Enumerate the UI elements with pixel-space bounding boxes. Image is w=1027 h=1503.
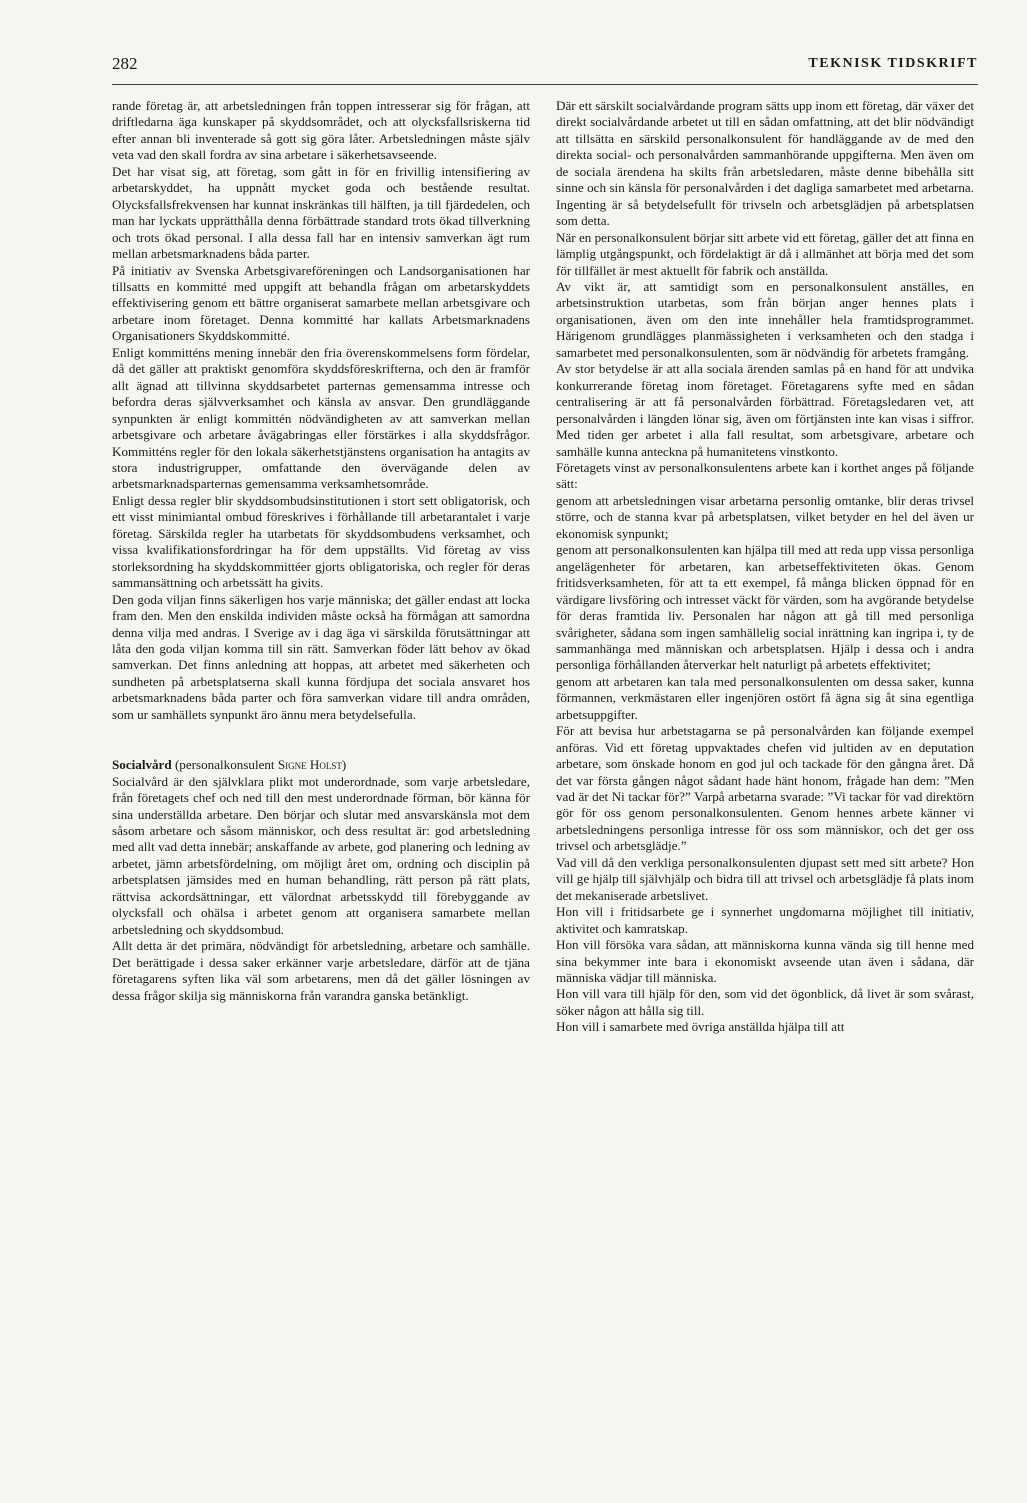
journal-title: TEKNISK TIDSKRIFT <box>808 56 978 71</box>
page-header <box>112 54 978 84</box>
paragraph: Socialvård är den självklara plikt mot underordnade, som varje arbetsledare, från företagets chef och ned till den mest underordnade förman, bör känna för sina underställda arbetare. Den börjar och slutar med ansvarskänsla mot dem såsom arbetare och såsom människor, och dess resultat är: god arbetsledning med allt vad detta innebär; anskaffande av arbete, god planering och ledning av arbetet, jämn arbetsfördelning, om möjligt året om, ordning och disciplin på arbetsplatsen jämsides med en human behandling, rätt person på rätt plats, rättvisa ackordsättningar, ett välordnat arbetsskydd till förebyggande av olycksfall och ohälsa i arbetet genom att organisera samarbete mellan arbetsledning och skyddsombud. <box>112 773 530 937</box>
paragraph: Hon vill vara till hjälp för den, som vid det ögonblick, då livet är som svårast, söker någon att hålla sig till. <box>556 986 974 1018</box>
section-heading-line <box>112 757 530 773</box>
section-note-suffix: ) <box>341 757 347 773</box>
paragraph: genom att arbetaren kan tala med personalkonsulenten om dessa saker, kunna förmannen, verkmästaren eller ingenjören ostört få ägna sig åt sina egentliga arbetsuppgifter. <box>556 673 974 722</box>
paragraph: Företagets vinst av personalkonsulentens arbete kan i korthet anges på följande sätt: <box>556 459 974 492</box>
paragraph: genom att arbetsledningen visar arbetarna personlig omtanke, blir deras trivsel större, och de stanna kvar på arbetsplatsen, vilket betyder en hel del även ur ekonomisk synpunkt; <box>556 492 974 541</box>
paragraph: Där ett särskilt socialvårdande program sätts upp inom ett företag, där växer det direkt socialvårdande arbetet ut till en sådan omfattning, att det blir nödvändigt att tillsätta en särskild personalkonsulent för handläggande av de med den direkta social- och personalvården sammanhörande uppgifterna. Men även om de sociala ärendena ha skilts från arbetsledaren, måste denne bibehålla sitt sinne och sin känsla för personalvården i det dagliga samarbetet med arbetarna. Ingenting är så betydelsefullt för trivseln och arbetsglädjen på arbetsplatsen som detta. <box>556 98 974 229</box>
paragraph: Enligt kommitténs mening innebär den fria överenskommelsens form fördelar, då det gäller att praktiskt genomföra skyddsföreskrifterna, och den är framför allt ägnad att tillvinna skyddsarbetet parternas gemensamma intresse och befordra deras självverksamhet och känsla av ansvar. Den grundläggande synpunkten är enligt kommittén nödvändigheten av att samverkan mellan arbetsgivare och arbetare åvägabringas eller förstärkes i alla skyddsfrågor. Kommitténs regler för den lokala säkerhetstjänstens organisation ha antagits av stora industrigrupper, omfattande den övervägande delen av arbetsmarknadsparternas gemensamma verksamhetsområde. <box>112 344 530 492</box>
section-author: Signe Holst <box>277 757 342 773</box>
paragraph: rande företag är, att arbetsledningen från toppen intresserar sig för frågan, att driftledarna äga kunskaper på skyddsområdet, och att olycksfallsriskerna tid efter annan bli inventerade så gott sig göra låter. Arbetsledningen måste själv veta vad den skall fordra av sina arbetare i säkerhetsavseende. <box>112 98 530 163</box>
paragraph: Vad vill då den verkliga personalkonsulenten djupast sett med sitt arbete? Hon vill ge hjälp till självhjälp och bidra till att trivsel och arbetsglädje få plats inom det mekaniserade arbetslivet. <box>556 854 974 903</box>
paragraph: Allt detta är det primära, nödvändigt för arbetsledning, arbetare och samhälle. Det berättigade i dessa saker erkänner varje arbetsledare, därför att de tjäna företagarens syften lika väl som arbetarens, men då det gäller lösningen av dessa frågor skilja sig människorna från varandra ganska betänkligt. <box>112 938 530 1003</box>
paragraph: Av vikt är, att samtidigt som en personalkonsulent anställes, en arbetsinstruktion utarbetas, som från början anger hennes plats i organisationen, även om den inte innehåller hela framtidsprogrammet. Härigenom grundlägges planmässigheten i verksamheten och den stadga i samarbetet med personalkonsulenten, som är nödvändig för arbetets framgång. <box>556 278 974 360</box>
paragraph: Hon vill i fritidsarbete ge i synnerhet ungdomarna möjlighet till initiativ, aktivitet och kamratskap. <box>556 904 974 936</box>
paragraph: Av stor betydelse är att alla sociala ärenden samlas på en hand för att undvika konkurrerande företag inom företaget. Företagarens syfte med en sådan centralisering är att få personalvården förbättrad. Företagsledaren vet, att personalvården i längden lönar sig, även om förtjänsten inte kan visas i siffror. Med tiden ger arbetet i alla fall resultat, som arbetsgivare, arbetare och samhälle kunna anteckna på humanitetens vinstkonto. <box>556 361 974 459</box>
paragraph: För att bevisa hur arbetstagarna se på personalvården kan följande exempel anföras. Vid ett företag uppvaktades chefen vid jultiden av en deputation arbetare, som önskade honom en god jul och tackade för den gångna året. Då det var första gången något sådant hade hänt honom, frågade han dem: ”Men vad är det Ni tackar för?” Varpå arbetarna svarade: ”Vi tackar för vad direktörn gör för oss genom personalkonsulenten. Genom hennes arbete känner vi arbetsledningens personliga intresse för oss som människor, och det ger oss trivsel och arbetsglädje.” <box>556 723 974 854</box>
section-heading: Socialvård <box>112 757 172 773</box>
right-column <box>556 98 974 1036</box>
page-number: 282 <box>112 54 138 73</box>
section-note-prefix: (personalkonsulent <box>174 757 278 773</box>
paragraph: Hon vill i samarbete med övriga anställda hjälpa till att <box>556 1019 845 1035</box>
paragraph: På initiativ av Svenska Arbetsgivareföreningen och Landsorganisationen har tillsatts en kommitté med uppgift att behandla frågan om arbetarskyddets effektivisering genom ett bättre organiserat samarbete mellan arbetsgivare och arbetare inom företaget. Denna kommitté har kallats Arbetsmarknadens Organisationers Skyddskommitté. <box>112 262 530 344</box>
paragraph: Enligt dessa regler blir skyddsombudsinstitutionen i stort sett obligatorisk, och ett visst minimiantal ombud föreskrives i förhållande till arbetarantalet i varje företag. Särskilda regler ha utarbetats för skyddsombudens verksamhet, och vissa kvalifikationsfordringar ha för dem uppställts. Vid företag av viss storleksordning ha skyddskommittéer gjorts obligatoriska, och regler för deras sammansättning och arbetssätt ha givits. <box>112 492 530 591</box>
paragraph: När en personalkonsulent börjar sitt arbete vid ett företag, gäller det att finna en lämplig utgångspunkt, och fördelaktigt är då i allmänhet att börja med det som för tillfället är mest aktuellt för fabrik och anställda. <box>556 229 974 278</box>
paragraph: genom att personalkonsulenten kan hjälpa till med att reda upp vissa personliga angelägenheter för arbetaren, kan arbetseffektiviteten ökas. Genom fritidsverksamheten, för att ta ett exempel, få många blicken öppnad för en värdigare livsföring och intresset väckt för värden, som ha avgörande betydelse för deras framtida liv. Personalen har någon att gå till med personliga svårigheter, sådana som ingen samhällelig social inrättning kan ingripa i, ty de sammanhänga med människan och arbetsplatsen. Hjälp i dessa och i andra personliga förhållanden återverkar helt naturligt på arbetets effektivitet; <box>556 542 974 673</box>
paragraph: Den goda viljan finns säkerligen hos varje människa; det gäller endast att locka fram den. Men den enskilda individen måste också ha förmågan att samordna denna vilja med andras. I Sverige av i dag äga vi särskilda förutsättningar att låta den goda viljan komma till sin rätt. Samverkan föder lätt behov av ökad samverkan. Det finns anledning att hoppas, att arbetet med säkerheten och sundheten på arbetsplatserna skall kunna fördjupa det sociala ansvaret hos arbetsmarknadens båda parter och föra samverkan vidare till andra områden, som ur samhällets synpunkt äro ännu mera betydelsefulla. <box>112 591 530 722</box>
paragraph: Hon vill försöka vara sådan, att människorna kunna vända sig till henne med sina bekymmer inte bara i ekonomiskt avseende utan även i sådana, där människa vädjar till människa. <box>556 937 974 986</box>
left-column <box>112 98 530 1004</box>
header-rule <box>112 84 978 85</box>
paragraph: Det har visat sig, att företag, som gått in för en frivillig intensifiering av arbetarskyddet, ha uppnått mycket goda och bestående resultat. Olycksfallsfrekvensen har kunnat inskränkas till hälften, ja till fjärdedelen, och man har lyckats upprätthålla denna förbättrade standard trots ökad tillverkning och trots ökad personal. I alla dessa fall har en intensiv samverkan ägt rum mellan arbetsmarknadens båda parter. <box>112 163 530 262</box>
